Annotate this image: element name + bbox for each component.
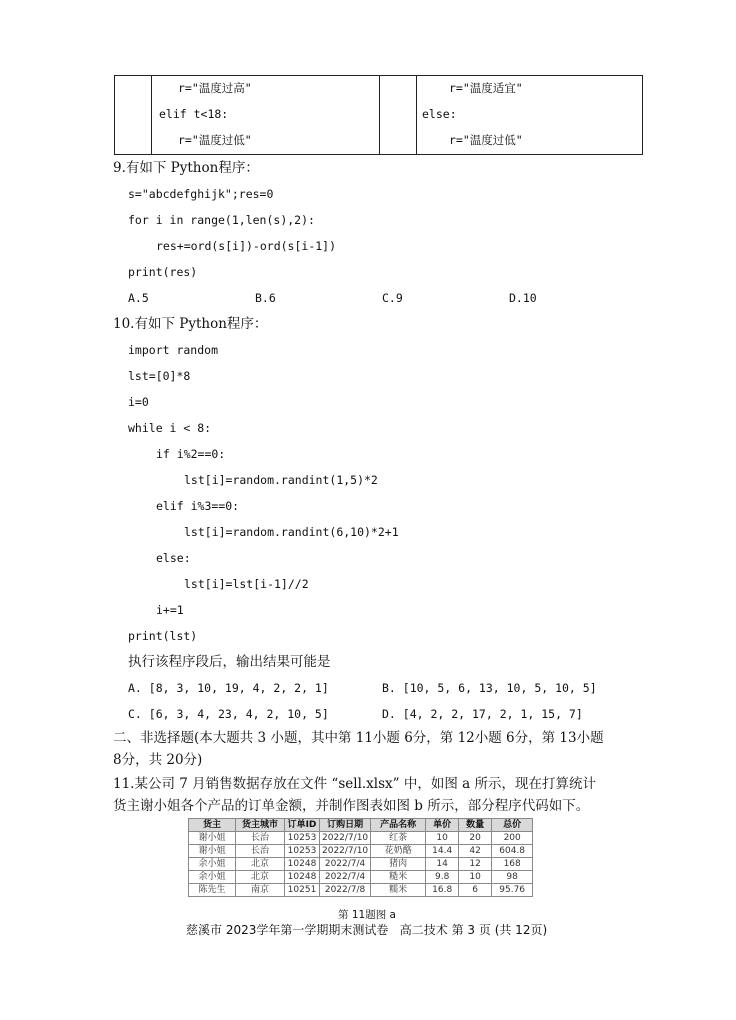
table-cell: 花奶酪: [371, 845, 426, 858]
table-header-cell: 单价: [426, 819, 459, 832]
table-cell: 10248: [285, 871, 320, 884]
q10-code-line: while i < 8:: [128, 421, 212, 435]
q9-code-line: res+=ord(s[i])-ord(s[i-1]): [156, 239, 337, 253]
page-footer: 慈溪市 2023学年第一学期期末测试卷 高二技术 第 3 页 (共 12页): [186, 923, 548, 937]
table-row: [189, 845, 533, 858]
table-divider: [416, 76, 417, 154]
table-cell: 南京: [236, 884, 285, 897]
q10-title: 10.有如下 Python程序：: [113, 316, 268, 332]
table-right-line: r="温度过低": [449, 133, 523, 147]
table-header-cell: 货主城市: [236, 819, 285, 832]
table-cell: 长治: [236, 832, 285, 845]
q10-code-line: lst[i]=random.randint(1,5)*2: [184, 473, 378, 487]
table-cell: 200: [492, 832, 533, 845]
q9-option-d: D.10: [509, 291, 537, 305]
table-cell: 2022/7/10: [320, 845, 371, 858]
table-right-line: else:: [422, 107, 457, 121]
q9-title: 9.有如下 Python程序：: [113, 160, 259, 176]
table-header-cell: 订购日期: [320, 819, 371, 832]
table-cell: 糯米: [371, 884, 426, 897]
table-cell: 9.8: [426, 871, 459, 884]
table-header-cell: 总价: [492, 819, 533, 832]
table-row: [189, 858, 533, 871]
table-header-cell: 订单ID: [285, 819, 320, 832]
q11-text: 11.某公司 7 月销售数据存放在文件 “sell.xlsx” 中，如图 a 所示，现在打算统计: [113, 776, 596, 792]
table-cell: 14: [426, 858, 459, 871]
table-cell: 北京: [236, 871, 285, 884]
table-cell: 余小姐: [189, 871, 236, 884]
table-cell: 16.8: [426, 884, 459, 897]
table-cell: 14.4: [426, 845, 459, 858]
q9-code-line: for i in range(1,len(s),2):: [128, 213, 315, 227]
q10-option-b: B. [10, 5, 6, 13, 10, 5, 10, 5]: [382, 681, 597, 695]
table-cell: 168: [492, 858, 533, 871]
table-cell: 42: [459, 845, 492, 858]
table-right-line: r="温度适宜": [449, 81, 523, 95]
table-header-cell: 货主: [189, 819, 236, 832]
table-cell: 2022/7/8: [320, 884, 371, 897]
table-header-cell: 数量: [459, 819, 492, 832]
table-cell: 谢小姐: [189, 832, 236, 845]
table-cell: 10: [459, 871, 492, 884]
q10-code-line: import random: [128, 343, 219, 357]
table-left-line: elif t<18:: [159, 107, 229, 121]
q10-code-line: if i%2==0:: [156, 447, 226, 461]
q9-code-line: s="abcdefghijk";res=0: [128, 187, 274, 201]
table-row: [189, 884, 533, 897]
q10-code-line: i+=1: [156, 603, 184, 617]
q10-code-line: print(lst): [128, 629, 198, 643]
table-cell: 陈先生: [189, 884, 236, 897]
q10-code-line: lst[i]=lst[i-1]//2: [184, 577, 309, 591]
table-cell: 猪肉: [371, 858, 426, 871]
table-cell: 10253: [285, 832, 320, 845]
q10-code-line: else:: [156, 551, 191, 565]
table-cell: 95.76: [492, 884, 533, 897]
q9-option-a: A.5: [128, 291, 149, 305]
q10-code-line: i=0: [128, 395, 149, 409]
table-cell: 10253: [285, 845, 320, 858]
q9-code-line: print(res): [128, 265, 198, 279]
section2-heading: 二、非选择题(本大题共 3 小题，其中第 11小题 6分，第 12小题 6分，第 13小题: [113, 730, 604, 746]
table-cell: 糙米: [371, 871, 426, 884]
code-comparison-table: [114, 75, 643, 155]
table-header-cell: 产品名称: [371, 819, 426, 832]
q10-option-a: A. [8, 3, 10, 19, 4, 2, 2, 1]: [128, 681, 329, 695]
table-left-line: r="温度过高": [178, 81, 252, 95]
table-divider: [151, 76, 152, 154]
table-left-line: r="温度过低": [178, 133, 252, 147]
sales-data-table: [188, 818, 533, 897]
table-cell: 北京: [236, 858, 285, 871]
table-divider: [379, 76, 380, 154]
q10-code-line: elif i%3==0:: [156, 499, 240, 513]
table-cell: 红茶: [371, 832, 426, 845]
table-cell: 2022/7/4: [320, 871, 371, 884]
table-cell: 98: [492, 871, 533, 884]
table-cell: 10: [426, 832, 459, 845]
q9-option-b: B.6: [255, 291, 276, 305]
table-cell: 12: [459, 858, 492, 871]
q10-code-line: lst=[0]*8: [128, 369, 191, 383]
table-cell: 20: [459, 832, 492, 845]
table-header-row: [189, 819, 533, 832]
figure-caption: 第 11题图 a: [338, 909, 396, 921]
table-cell: 604.8: [492, 845, 533, 858]
table-cell: 10251: [285, 884, 320, 897]
table-row: [189, 832, 533, 845]
table-cell: 余小姐: [189, 858, 236, 871]
table-row: [189, 871, 533, 884]
section2-heading-cont: 8分，共 20分): [113, 752, 203, 768]
q10-option-d: D. [4, 2, 2, 17, 2, 1, 15, 7]: [382, 707, 583, 721]
table-cell: 2022/7/4: [320, 858, 371, 871]
table-cell: 谢小姐: [189, 845, 236, 858]
q9-option-c: C.9: [382, 291, 403, 305]
q10-code-line: lst[i]=random.randint(6,10)*2+1: [184, 525, 399, 539]
q10-prompt: 执行该程序段后，输出结果可能是: [128, 654, 331, 670]
table-cell: 10248: [285, 858, 320, 871]
table-cell: 2022/7/10: [320, 832, 371, 845]
table-cell: 长治: [236, 845, 285, 858]
q10-option-c: C. [6, 3, 4, 23, 4, 2, 10, 5]: [128, 707, 329, 721]
q11-text-cont: 货主谢小姐各个产品的订单金额，并制作图表如图 b 所示，部分程序代码如下。: [113, 798, 590, 814]
table-cell: 6: [459, 884, 492, 897]
